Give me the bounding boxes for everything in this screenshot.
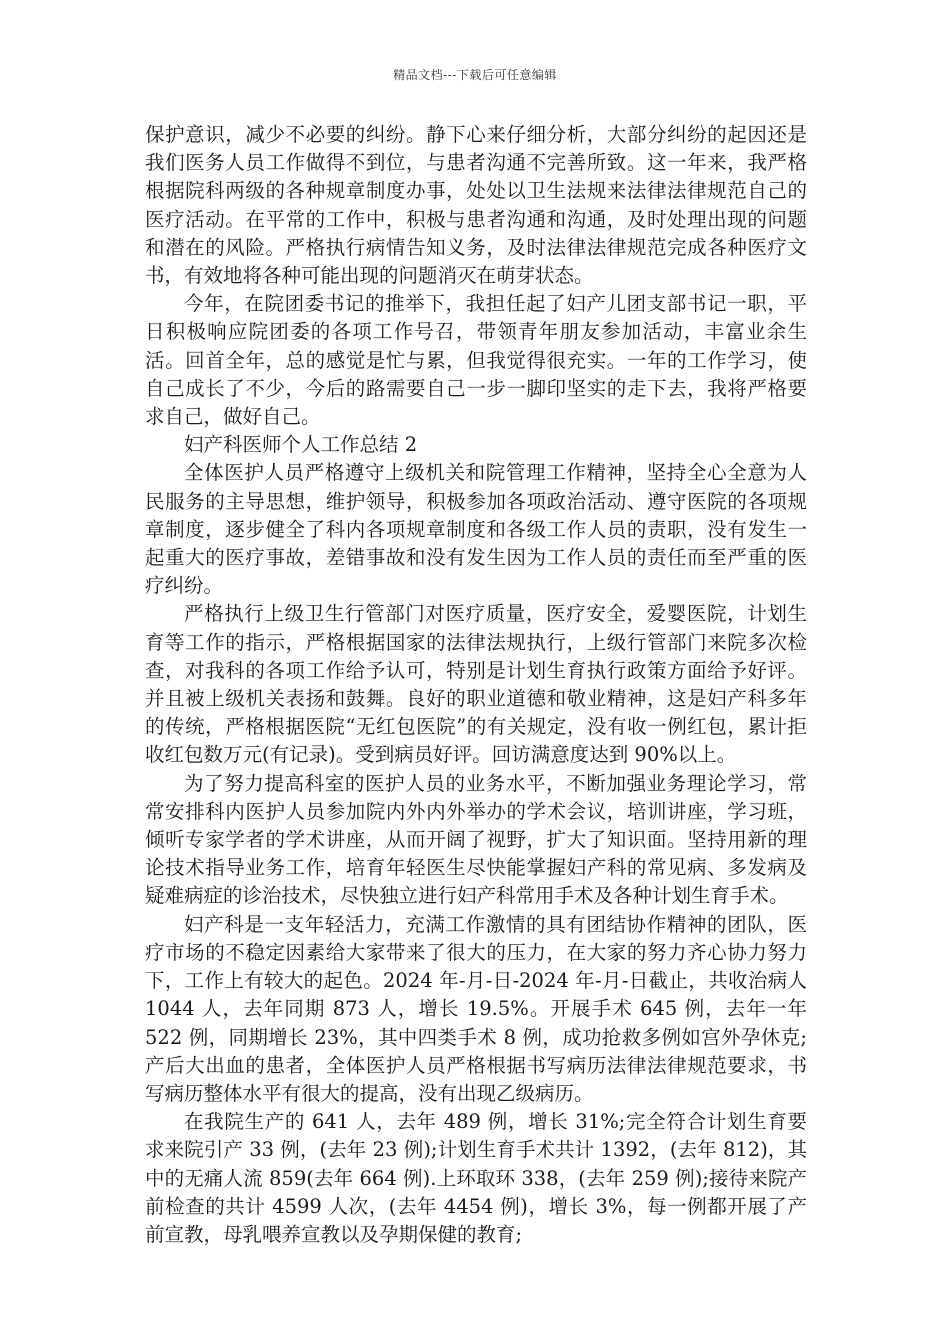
paragraph: 严格执行上级卫生行管部门对医疗质量，医疗安全，爱婴医院，计划生育等工作的指示，严格根据国家的法律法规执行，上级行管部门来院多次检查，对我科的各项工作给予认可，特别是计划生育执行政策方面给予好评。并且被上级机关表扬和鼓舞。良好的职业道德和敬业精神，这是妇产科多年的传统，严格根据医院“无红包医院”的有关规定，没有收一例红包，累计拒收红包数万元(有记录)。受到病员好评。回访满意度达到 90%以上。 [145, 602, 807, 767]
page-header: 精品文档---下载后可任意编辑 [393, 68, 557, 82]
section-heading: 妇产科医师个人工作总结 2 [184, 433, 418, 457]
paragraph: 保护意识，减少不必要的纠纷。静下心来仔细分析，大部分纠纷的起因还是我们医务人员工作做得不到位，与患者沟通不完善所致。这一年来，我严格根据院科两级的各种规章制度办事，处处以卫生法规来法律法律规范自己的医疗活动。在平常的工作中，积极与患者沟通和沟通，及时处理出现的问题和潜在的风险。严格执行病情告知义务，及时法律法律规范完成各种医疗文书，有效地将各种可能出现的问题消灭在萌芽状态。 [145, 123, 807, 288]
document-body [145, 121, 807, 1249]
paragraph: 为了努力提高科室的医护人员的业务水平，不断加强业务理论学习，常常安排科内医护人员参加院内外内外举办的学术会议，培训讲座，学习班，倾听专家学者的学术讲座，从而开阔了视野，扩大了知识面。坚持用新的理论技术指导业务工作，培育年轻医生尽快能掌握妇产科的常见病、多发病及疑难病症的诊治技术，尽快独立进行妇产科常用手术及各种计划生育手术。 [145, 771, 807, 908]
paragraph: 在我院生产的 641 人，去年 489 例，增长 31%;完全符合计划生育要求来院引产 33 例，(去年 23 例);计划生育手术共计 1392，(去年 812)，其中的无痛人流 859(去年 664 例).上环取环 338，(去年 259 例);接待来院产前检查的共计 4599 人次，(去年 4454 例)，增长 3%，每一例都开展了产前宣教，母乳喂养宣教以及孕期保健的教育; [145, 1110, 807, 1246]
paragraph: 妇产科是一支年轻活力，充满工作激情的具有团结协作精神的团队，医疗市场的不稳定因素给大家带来了很大的压力，在大家的努力齐心协力努力下，工作上有较大的起色。2024 年-月-日-2024 年-月-日截止，共收治病人 1044 人，去年同期 873 人，增长 19.5%。开展手术 645 例，去年一年 522 例，同期增长 23%，其中四类手术 8 例，成功抢救多例如宫外孕休克;产后大出血的患者，全体医护人员严格根据书写病历法律法律规范要求，书写病历整体水平有很大的提高，没有出现乙级病历。 [145, 912, 807, 1105]
paragraph: 全体医护人员严格遵守上级机关和院管理工作精神，坚持全心全意为人民服务的主导思想，维护领导，积极参加各项政治活动、遵守医院的各项规章制度，逐步健全了科内各项规章制度和各级工作人员的责职，没有发生一起重大的医疗事故，差错事故和没有发生因为工作人员的责任而至严重的医疗纠纷。 [145, 461, 807, 598]
paragraph: 今年，在院团委书记的推举下，我担任起了妇产儿团支部书记一职，平日积极响应院团委的各项工作号召，带领青年朋友参加活动，丰富业余生活。回首全年，总的感觉是忙与累，但我觉得很充实。一年的工作学习，使自己成长了不少，今后的路需要自己一步一脚印坚实的走下去，我将严格要求自己，做好自己。 [145, 292, 807, 429]
